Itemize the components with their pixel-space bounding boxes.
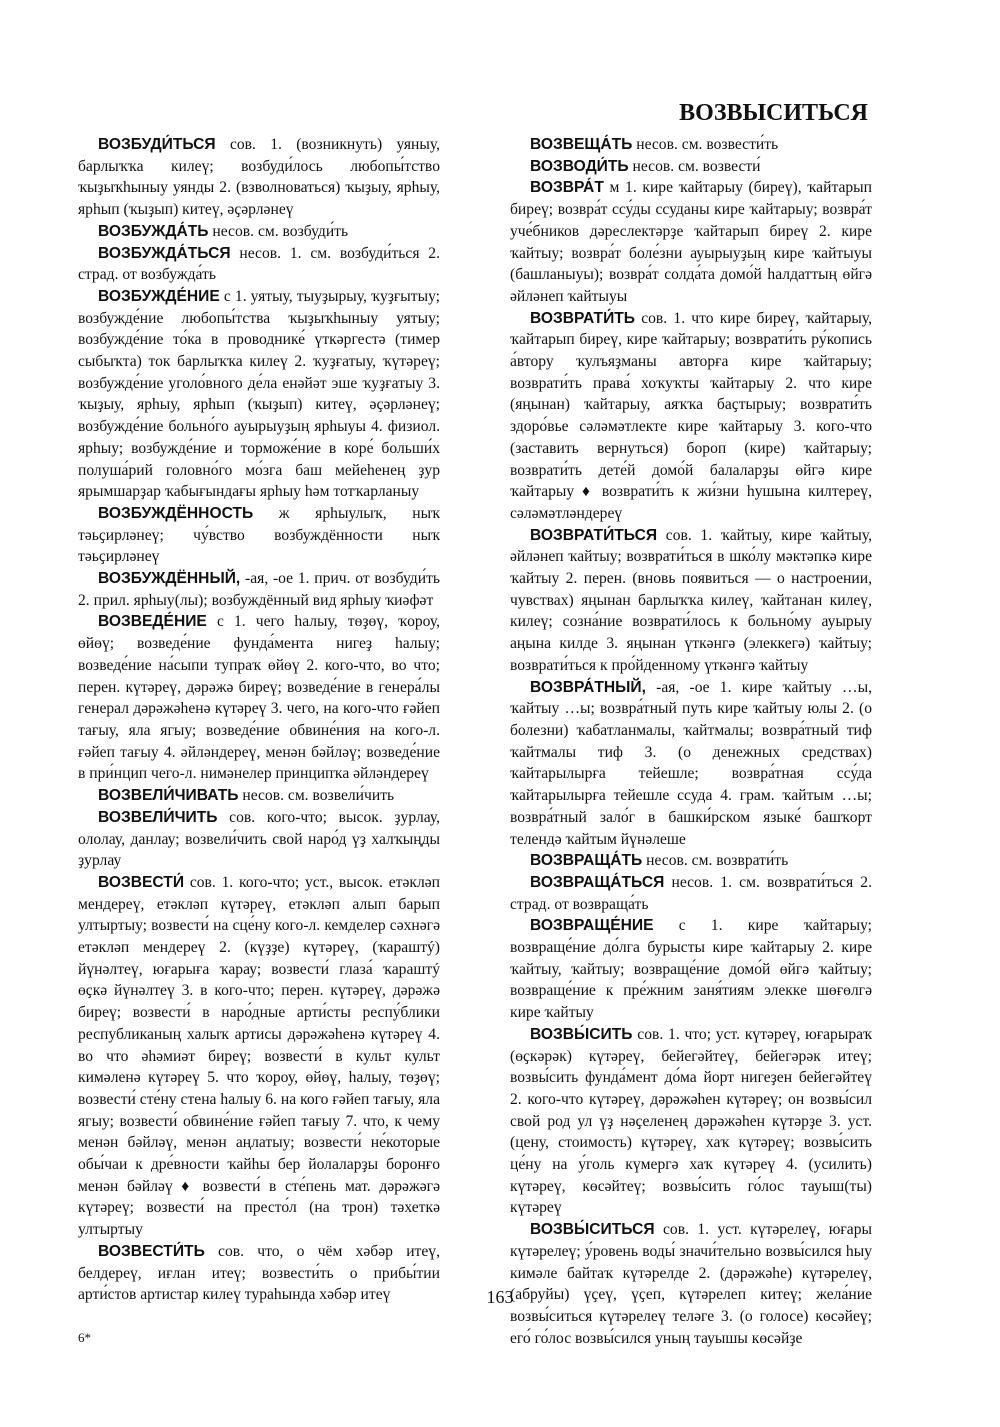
dictionary-entry <box>78 221 440 243</box>
dictionary-entry <box>78 243 440 286</box>
right-column <box>510 134 872 1349</box>
entry-body: сов. 1. что кире биреү, ҡайтарыу, ҡайтарып биреү, кире ҡайтарыу; возврати́ть ру́копись а́втору ҡулъяҙманы авторға кире ҡайтарыу; возврати́ть права́ хоҡуҡты ҡайтарыу 2. что кире (яңынан) ҡайтарыу, аяҡҡа баҫтырыу; возврати́ть здоро́вье сәләмәтлекте кире ҡайтарыу 3. кого-что (заставить вернуться) бороп (кире) ҡайтарыу; возврати́ть дете́й домо́й балаларҙы өйгә кире ҡайтарыу ♦ возврати́ть к жи́зни һушына килтереү, сәләмәтләндереү <box>510 309 872 522</box>
entry-headword: ВОЗВОДИ́ТЬ <box>530 157 629 175</box>
entry-headword: ВОЗВЫ́СИТЬ <box>530 1025 633 1043</box>
entry-headword: ВОЗВЫ́СИТЬСЯ <box>530 1221 655 1239</box>
entry-body: с 1. кире ҡайтарыу; возвраще́ние до́лга бурысты кире ҡайтарыу 2. кире ҡайтыу, ҡайтыу; возвраще́ние домо́й өйгә ҡайтыу; возвраще́ние к пре́жним заня́тиям элекке шөғөлгә кире ҡайтыу <box>510 917 872 1022</box>
entry-body: сов. кого-что; высок. ҙурлау, ололау, данлау; возвели́чить свой наро́д үҙ халҡыңды ҙурлау <box>78 808 440 870</box>
running-head: ВОЗВЫСИТЬСЯ <box>679 100 868 126</box>
entry-body: сов. 1. (возникнуть) уяныу, барлыҡҡа килеү; возбуди́лось любопы́тство ҡыҙыҡһыныу уянды 2. (взволноваться) ҡыҙыу, ярһыу, ярһып (ҡыҙып) китеү, әҫәрләнеү <box>78 136 441 219</box>
entry-body: несов. 1. см. возбуди́ться 2. страд. от возбужда́ть <box>78 244 440 284</box>
entry-headword: ВОЗВРАЩЕ́НИЕ <box>530 917 654 935</box>
dictionary-entry <box>510 1024 872 1219</box>
entry-headword: ВОЗВЕДЕ́НИЕ <box>98 613 207 631</box>
signature-mark: 6* <box>78 1330 91 1345</box>
entry-body: м 1. кире ҡайтарыу (биреү), ҡайтарып биреү; возвра́т ссу́ды ссуданы кире ҡайтарыу; возвра́т уче́бников дәреслектәрҙе ҡайтарып биреү 2. кире ҡайтыу; возвра́т боле́зни ауырыуҙың кире ҡайтыуы (башланыуы); возвра́т солда́та домо́й һалдаттың өйгә әйләнеп ҡайтыуы <box>510 179 872 305</box>
dictionary-entry <box>510 525 872 677</box>
dictionary-entry <box>510 156 872 178</box>
dictionary-entry <box>78 286 440 503</box>
dictionary-entry <box>510 850 872 872</box>
entry-headword: ВОЗВЕСТИ́ТЬ <box>98 1242 205 1260</box>
dictionary-entry <box>510 872 872 915</box>
dictionary-entry <box>510 177 872 307</box>
entry-headword: ВОЗВРАТИ́ТЬ <box>530 309 636 327</box>
entry-headword: ВОЗВЕЛИ́ЧИВАТЬ <box>98 787 239 805</box>
entry-headword: ВОЗВРАЩА́ТЬ <box>530 852 643 870</box>
entry-body: с 1. чего һалыу, төҙөү, ҡороу, өйөү; возведе́ние фунда́мента нигеҙ һалыу; возведе́ние на́сыпи тупраҡ өйөү 2. кого-что, во что; перен. күтәреү, дәрәжә биреү; возведе́ние в генера́лы генерал дәрәжәһенә күтәреү 3. чего, на кого-что ғәйеп тағыу, яла ягыу; возведе́ние обвине́ния на кого-л. ғәйеп тағыу 4. әйләндереү, менән бәйләү; возведе́ние в при́нцип чего-л. нимәнелер принципҡа әйләндереү <box>78 613 440 783</box>
entry-headword: ВОЗБУДИ́ТЬСЯ <box>98 136 216 153</box>
entry-headword: ВОЗВРАТИ́ТЬСЯ <box>530 526 658 544</box>
entry-headword: ВОЗБУЖДЁННЫЙ, <box>98 570 241 588</box>
dictionary-entry <box>510 134 872 156</box>
dictionary-entry <box>510 308 872 525</box>
entry-headword: ВОЗВРАЩА́ТЬСЯ <box>530 873 665 891</box>
entry-body: несов. см. возвести́ <box>632 157 761 175</box>
entry-body: ж ярһыулыҡ, ныҡ тәьҫирләнеү; чу́вство возбуждённости ныҡ тәьҫирләнеү <box>78 504 440 566</box>
entry-body: несов. см. возбуди́ть <box>212 222 349 240</box>
dictionary-entry <box>78 611 440 785</box>
dictionary-entry <box>510 1219 872 1349</box>
entry-body: -ая, -ое 1. прич. от возбуди́ть 2. прил. ярһыу(лы); возбуждённый вид ярһыу ҡиәфәт <box>78 570 440 609</box>
entry-headword: ВОЗБУЖДЁННОСТЬ <box>98 504 254 522</box>
entry-body: с 1. уятыу, тыуҙырыу, ҡуҙғытыу; возбужде́ние любопы́тства ҡыҙыҡһыныу уятыу; возбужде́ние то́ка в проводнике́ үткәргестә (тимер сыбыҡта) ток барлыҡҡа килеү 2. ҡуҙғатыу, ҡүтәреү; возбужде́ние уголо́вного де́ла енәйәт эше ҡуҙғатыу 3. ҡыҙыу, ярһыу, ярһып (ҡыҙып) китеү, әҫәрләнеү; возбужде́ние больно́го ауырыуҙың ярһыуы 4. физиол. ярһыу; возбужде́ние и торможе́ние в коре́ больши́х полуша́рий головно́го мо́зга баш мейеһенең ҙур ярымшарҙар ҡабығындағы ярһыу һәм тотҡарланыу <box>78 287 440 501</box>
dictionary-entry <box>510 677 872 851</box>
dictionary-entry <box>78 785 440 807</box>
entry-body: сов. 1. кого-что; уст., высок. етәкләп мендереү, етәкләп күтәреү, етәкләп алып барып ултыртыу; возвести́ на сце́ну кого-л. кемделер сәхнәгә етәкләп мендереү 2. (күҙҙе) күтәреү, (ҡараштý) йүнәлтеү, юғарыға ҡарау; возвести́ глаза́ ҡараштý өҫкә йүнәлтеү 3. в кого-что; перен. күтәреү, дәрәжә биреү; возвести́ в наро́дные арти́сты респу́блики республиканың халыҡ артисы дәрәжәһенә күтәреү 4. во что әһәмиәт биреү; возвести́ в культ культ кимәленә күтәреү 5. что ҡороу, өйөү, һалыу, төҙөү; возвести́ сте́ну стена һалыу 6. на кого ғәйеп тағыу, яла ягыу; возвести́ обвине́ние ғәйеп тағыу 7. что, к чему менән бәйләү, менән аңлатыу; возвести́ не́которые обы́чаи к дре́вности ҡайһы бер йолаларҙы боронғо менән бәйләү ♦ возвести́ в сте́пень мат. дәрәжәгә күтәреү; возвести́ на престо́л (на трон) тәхеткә ултыртыу <box>78 873 440 1239</box>
entry-body: несов. см. возврати́ть <box>646 852 789 870</box>
dictionary-entry <box>78 807 440 872</box>
page-number: 163 <box>486 1287 514 1307</box>
dictionary-entry <box>78 134 440 221</box>
dictionary-entry <box>78 568 440 611</box>
entry-body: несов. см. возвести́ть <box>636 136 779 153</box>
entry-headword: ВОЗВРА́Т <box>530 179 604 197</box>
dictionary-entry <box>78 503 440 568</box>
dictionary-entry <box>510 915 872 1024</box>
entry-headword: ВОЗВЕСТИ́ <box>98 873 185 891</box>
dictionary-entry <box>78 872 440 1241</box>
entry-body: сов. 1. уст. күтәрелеү, юғары күтәрелеү; у́ровень воды́ значи́тельно возвы́сился һыу кимәле байтаҡ күтәрелде 2. (дәрәжәһе) күтәрелеү, (абруйы) үҫеү, үҫеп, күтәрелеп китеү; жела́ние возвы́ситься күтәрелеү теләге 3. (о голосе) көсәйеү; его́ го́лос возвы́сился уның тауышы көсәйҙе <box>510 1221 872 1347</box>
entry-headword: ВОЗВРА́ТНЫЙ, <box>530 678 646 696</box>
entry-headword: ВОЗБУЖДЕ́НИЕ <box>98 287 220 305</box>
entry-body: сов. 1. ҡайтыу, кире ҡайтыу, әйләнеп ҡайтыу; возврати́ться в шко́лу мәктәпкә кире ҡайтыу 2. перен. (вновь появиться — о настроении, чувствах) яңынан барлыҡҡа килеү, ҡайтанан килеү, килеү; созна́ние возврати́лось к больно́му ауырыу аңына килде 3. яңынан үткәнгә (элеккегә) ҡайтыу; возврати́ться к про́йденному үткәнгә ҡайтыу <box>510 526 873 674</box>
entry-body: сов. что, о чём хәбәр итеү, белдереү, иғлан итеү; возвести́ть о прибы́тии арти́стов артистар килеү тураһында хәбәр итеү <box>78 1242 440 1304</box>
entry-headword: ВОЗВЕЩА́ТЬ <box>530 136 633 153</box>
entry-headword: ВОЗБУЖДА́ТЬСЯ <box>98 244 231 262</box>
left-column <box>78 134 440 1306</box>
entry-body: несов. см. возвели́чить <box>242 787 395 805</box>
entry-body: -ая, -ое 1. кире ҡайтыу …ы, ҡайтыу …ы; возвра́тный путь кире ҡайтыу юлы 2. (о болезни) ҡабатланмалы, ҡайтмалы; возвра́тный тиф ҡайтмалы тиф 3. (о денежных средствах) ҡайтарылырға тейешле; возвра́тная ссу́да ҡайтарылырға тейешле ссуда 4. грам. ҡайтым …ы; возвра́тный зало́г в башки́рском языке́ башҡорт телендә ҡайтым йүнәлеше <box>510 678 872 848</box>
entry-body: несов. 1. см. возврати́ться 2. страд. от возвраща́ть <box>510 873 872 913</box>
entry-headword: ВОЗБУЖДА́ТЬ <box>98 222 209 240</box>
entry-body: сов. 1. что; уст. күтәреү, юғарыраҡ (өҫкәрәк) күтәреү, бейегәйтеү, бейегәрәк итеү; возвы́сить фунда́мент до́ма йорт нигеҙен бейегәйтеү 2. кого-что күтәреү, дәрәжәһен күтәреү; он возвы́сил свой род ул үҙ нәҫеленең дәрәжәһен күтәрҙе 3. уст. (цену, стоимость) күтәреү, хаҡ күтәреү; возвы́сить це́ну на у́голь күмергә хаҡ күтәреү 4. (усилить) күтәреү, көсәйтеү; возвы́сить го́лос тауыш(ты) күтәреү <box>510 1025 872 1217</box>
entry-headword: ВОЗВЕЛИ́ЧИТЬ <box>98 808 218 826</box>
